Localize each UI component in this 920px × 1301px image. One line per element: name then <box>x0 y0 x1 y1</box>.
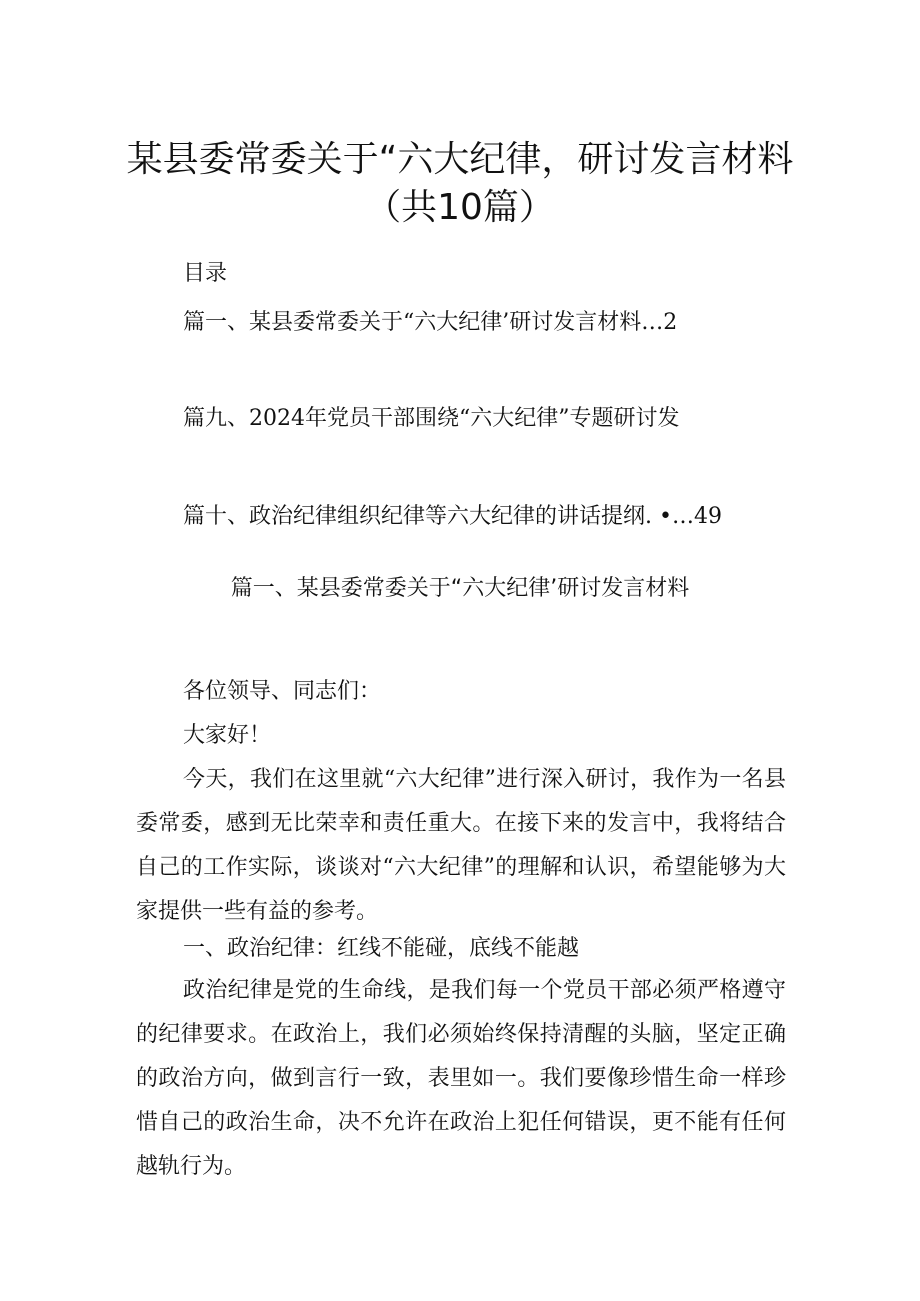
document-title-line1: 某县委常委关于“六大纪律，研讨发言材料 <box>126 139 794 180</box>
document-title-line2: （共10篇） <box>365 187 555 228</box>
toc-item-chapter-1: 篇一、某县委常委关于“六大纪律’研讨发言材料…2 <box>183 310 678 335</box>
subheading-political-discipline: 一、政治纪律：红线不能碰，底线不能越 <box>183 936 580 961</box>
section-title: 篇一、某县委常委关于“六大纪律’研讨发言材料 <box>230 576 690 601</box>
political-discipline-paragraph: 政治纪律是党的生命线，是我们每一个党员干部必须严格遵守的纪律要求。在政治上，我们必须始终保持清醒的头脑，坚定正确的政治方向，做到言行一致，表里如一。我们要像珍惜生命一样珍惜自己的政治生命，决不允许在政治上犯任何错误，更不能有任何越轨行为。 <box>136 978 786 1179</box>
intro-paragraph: 今天，我们在这里就“六大纪律”进行深入研讨，我作为一名县委常委，感到无比荣幸和责任重大。在接下来的发言中，我将结合自己的工作实际，谈谈对“六大纪律”的理解和认识，希望能够为大家提供一些有益的参考。 <box>136 767 786 924</box>
toc-item-chapter-10: 篇十、政治纪律组织纪律等六大纪律的讲话提纲. •…49 <box>183 504 722 529</box>
salutation: 各位领导、同志们： <box>183 679 382 704</box>
toc-item-chapter-9: 篇九、2024年党员干部围绕“六大纪律”专题研讨发 <box>183 406 680 431</box>
toc-label: 目录 <box>183 261 228 286</box>
greeting: 大家好！ <box>183 723 272 748</box>
